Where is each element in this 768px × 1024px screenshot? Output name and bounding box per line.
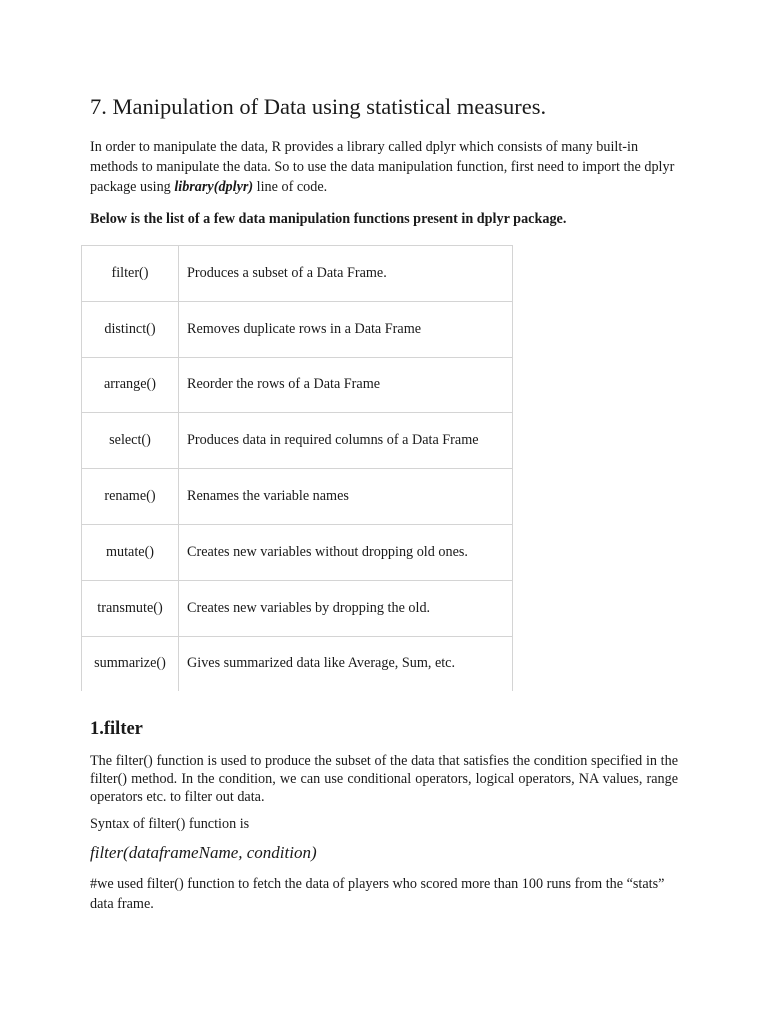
function-description-cell: Gives summarized data like Average, Sum, etc. — [179, 636, 513, 691]
table-row — [82, 580, 513, 636]
function-name-cell: transmute() — [82, 580, 179, 636]
intro-code-snippet: library(dplyr) — [174, 179, 254, 195]
function-description-cell: Renames the variable names — [179, 469, 513, 525]
function-description-cell: Produces a subset of a Data Frame. — [179, 246, 513, 302]
intro-text-end: line of code. — [253, 179, 328, 195]
functions-list-title: Below is the list of a few data manipulation functions present in dplyr package. — [90, 211, 567, 227]
function-name-cell: select() — [82, 413, 179, 469]
function-name-cell: filter() — [82, 246, 179, 302]
syntax-code: filter(dataframeName, condition) — [90, 843, 317, 862]
table-row — [82, 357, 513, 413]
intro-text-start: In order to manipulate the data, R provides a library called dplyr which consists of many built-in methods to manipulate the data. So to use the data manipulation function, first need to import the dplyr package using — [90, 139, 675, 195]
table-row — [82, 413, 513, 469]
table-row — [82, 524, 513, 580]
function-description-cell: Creates new variables by dropping the old. — [179, 580, 513, 636]
code-comment: #we used filter() function to fetch the data of players who scored more than 100 runs from the “stats” data frame. — [90, 876, 665, 912]
table-row — [82, 636, 513, 691]
function-name-cell: rename() — [82, 469, 179, 525]
syntax-label: Syntax of filter() function is — [90, 816, 250, 832]
table-row — [82, 301, 513, 357]
function-name-cell: distinct() — [82, 301, 179, 357]
functions-table — [81, 245, 513, 691]
function-name-cell: mutate() — [82, 524, 179, 580]
function-name-cell: summarize() — [82, 636, 179, 691]
function-description-cell: Produces data in required columns of a Data Frame — [179, 413, 513, 469]
intro-paragraph — [90, 137, 684, 197]
function-description-cell: Removes duplicate rows in a Data Frame — [179, 301, 513, 357]
function-name-cell: arrange() — [82, 357, 179, 413]
table-row — [82, 469, 513, 525]
table-row — [82, 246, 513, 302]
function-description-cell: Creates new variables without dropping old ones. — [179, 524, 513, 580]
function-description-cell: Reorder the rows of a Data Frame — [179, 357, 513, 413]
section-heading: 7. Manipulation of Data using statistical measures. — [90, 94, 547, 119]
filter-description: The filter() function is used to produce the subset of the data that satisfies the condition specified in the filter() method. In the condition, we can use conditional operators, logical operators, NA values, range operators etc. to filter out data. — [90, 753, 678, 805]
filter-heading: 1.filter — [90, 719, 143, 739]
